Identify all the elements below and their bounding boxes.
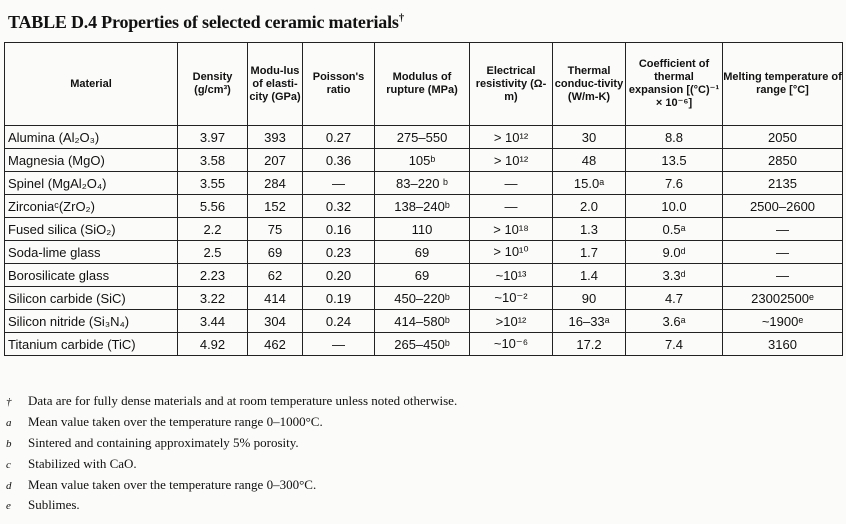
cell-modulus: 207 xyxy=(248,149,303,172)
footnote-text: Data are for fully dense materials and at room temperature unless noted otherwise. xyxy=(28,393,458,408)
table-body xyxy=(5,126,843,356)
cell-poisson: — xyxy=(303,172,375,195)
footnote-mark: † xyxy=(6,396,12,408)
cell-poisson: 0.27 xyxy=(303,126,375,149)
cell-poisson: 0.20 xyxy=(303,264,375,287)
cell-material: Magnesia (MgO) xyxy=(5,149,178,172)
table-title xyxy=(8,12,404,33)
cell-density: 3.58 xyxy=(178,149,248,172)
cell-resistivity: ~10⁻⁶ xyxy=(470,333,553,356)
cell-material: Silicon carbide (SiC) xyxy=(5,287,178,310)
table-row xyxy=(5,172,843,195)
cell-rupture: 69 xyxy=(375,241,470,264)
footnote-mark: d xyxy=(6,480,12,492)
cell-poisson: 0.16 xyxy=(303,218,375,241)
table-row xyxy=(5,310,843,333)
cell-rupture: 69 xyxy=(375,264,470,287)
table-row xyxy=(5,149,843,172)
table-row xyxy=(5,218,843,241)
cell-material: Alumina (Al₂O₃) xyxy=(5,126,178,149)
cell-conductivity: 17.2 xyxy=(553,333,626,356)
cell-density: 2.5 xyxy=(178,241,248,264)
table-title-text: TABLE D.4 Properties of selected ceramic materials xyxy=(8,12,399,32)
cell-poisson: 0.32 xyxy=(303,195,375,218)
cell-material: Spinel (MgAl₂O₄) xyxy=(5,172,178,195)
footnote xyxy=(6,414,323,430)
cell-expansion: 7.6 xyxy=(626,172,723,195)
cell-conductivity: 15.0ᵃ xyxy=(553,172,626,195)
footnote-text: Mean value taken over the temperature range 0–1000°C. xyxy=(28,414,323,429)
cell-resistivity: > 10¹² xyxy=(470,126,553,149)
cell-modulus: 69 xyxy=(248,241,303,264)
footnote-text: Sintered and containing approximately 5% porosity. xyxy=(28,435,299,450)
cell-poisson: 0.24 xyxy=(303,310,375,333)
cell-material: Zirconiaᶜ(ZrO₂) xyxy=(5,195,178,218)
footnote-mark: b xyxy=(6,438,12,450)
footnote-text: Stabilized with CaO. xyxy=(28,456,137,471)
table-row xyxy=(5,264,843,287)
cell-melting: 2135 xyxy=(723,172,843,195)
cell-material: Titanium carbide (TiC) xyxy=(5,333,178,356)
cell-density: 3.97 xyxy=(178,126,248,149)
cell-density: 3.44 xyxy=(178,310,248,333)
cell-material: Fused silica (SiO₂) xyxy=(5,218,178,241)
cell-expansion: 9.0ᵈ xyxy=(626,241,723,264)
cell-melting: 2500–2600 xyxy=(723,195,843,218)
cell-modulus: 393 xyxy=(248,126,303,149)
footnote-mark: c xyxy=(6,459,11,471)
header-row xyxy=(5,43,843,126)
table-row xyxy=(5,241,843,264)
cell-melting: ~1900ᵉ xyxy=(723,310,843,333)
cell-material: Borosilicate glass xyxy=(5,264,178,287)
cell-conductivity: 1.4 xyxy=(553,264,626,287)
cell-resistivity: > 10¹⁰ xyxy=(470,241,553,264)
header-resistivity: Electrical resistivity (Ω-m) xyxy=(470,43,553,126)
cell-conductivity: 2.0 xyxy=(553,195,626,218)
cell-conductivity: 90 xyxy=(553,287,626,310)
cell-melting: 3160 xyxy=(723,333,843,356)
footnote xyxy=(6,435,299,451)
cell-melting: — xyxy=(723,218,843,241)
cell-expansion: 10.0 xyxy=(626,195,723,218)
footnote-text: Mean value taken over the temperature range 0–300°C. xyxy=(28,477,317,492)
cell-conductivity: 1.7 xyxy=(553,241,626,264)
cell-density: 2.23 xyxy=(178,264,248,287)
cell-density: 5.56 xyxy=(178,195,248,218)
cell-poisson: 0.23 xyxy=(303,241,375,264)
cell-density: 2.2 xyxy=(178,218,248,241)
cell-density: 3.55 xyxy=(178,172,248,195)
cell-poisson: — xyxy=(303,333,375,356)
cell-modulus: 152 xyxy=(248,195,303,218)
footnote xyxy=(6,497,80,513)
cell-expansion: 8.8 xyxy=(626,126,723,149)
cell-rupture: 105ᵇ xyxy=(375,149,470,172)
properties-table xyxy=(4,42,843,356)
footnote xyxy=(6,393,457,409)
cell-melting: — xyxy=(723,264,843,287)
cell-resistivity: ~10⁻² xyxy=(470,287,553,310)
cell-rupture: 138–240ᵇ xyxy=(375,195,470,218)
footnote xyxy=(6,477,316,493)
cell-density: 4.92 xyxy=(178,333,248,356)
header-expansion: Coefficient of thermal expansion [(°C)⁻¹ × 10⁻⁶] xyxy=(626,43,723,126)
cell-resistivity: ~10¹³ xyxy=(470,264,553,287)
table-row xyxy=(5,287,843,310)
cell-conductivity: 1.3 xyxy=(553,218,626,241)
header-conductivity: Thermal conduc-tivity (W/m-K) xyxy=(553,43,626,126)
cell-poisson: 0.36 xyxy=(303,149,375,172)
cell-expansion: 3.3ᵈ xyxy=(626,264,723,287)
cell-melting: 2050 xyxy=(723,126,843,149)
cell-rupture: 83–220 ᵇ xyxy=(375,172,470,195)
cell-rupture: 110 xyxy=(375,218,470,241)
cell-expansion: 0.5ᵃ xyxy=(626,218,723,241)
cell-conductivity: 48 xyxy=(553,149,626,172)
cell-conductivity: 30 xyxy=(553,126,626,149)
title-footnote-mark: † xyxy=(398,12,405,24)
table-row xyxy=(5,195,843,218)
cell-conductivity: 16–33ᵃ xyxy=(553,310,626,333)
table-row xyxy=(5,126,843,149)
header-poisson: Poisson's ratio xyxy=(303,43,375,126)
cell-melting: 2850 xyxy=(723,149,843,172)
cell-resistivity: >10¹² xyxy=(470,310,553,333)
header-density: Density (g/cm³) xyxy=(178,43,248,126)
cell-modulus: 62 xyxy=(248,264,303,287)
cell-melting: — xyxy=(723,241,843,264)
header-material: Material xyxy=(5,43,178,126)
cell-rupture: 275–550 xyxy=(375,126,470,149)
cell-expansion: 7.4 xyxy=(626,333,723,356)
cell-rupture: 414–580ᵇ xyxy=(375,310,470,333)
cell-modulus: 414 xyxy=(248,287,303,310)
cell-modulus: 284 xyxy=(248,172,303,195)
cell-density: 3.22 xyxy=(178,287,248,310)
cell-melting: 23002500ᵉ xyxy=(723,287,843,310)
header-modulus: Modu-lus of elasti-city (GPa) xyxy=(248,43,303,126)
header-rupture: Modulus of rupture (MPa) xyxy=(375,43,470,126)
cell-expansion: 4.7 xyxy=(626,287,723,310)
cell-resistivity: > 10¹⁸ xyxy=(470,218,553,241)
footnote-text: Sublimes. xyxy=(28,497,80,512)
cell-poisson: 0.19 xyxy=(303,287,375,310)
cell-expansion: 3.6ᵃ xyxy=(626,310,723,333)
cell-rupture: 450–220ᵇ xyxy=(375,287,470,310)
footnote-mark: a xyxy=(6,417,12,429)
cell-rupture: 265–450ᵇ xyxy=(375,333,470,356)
footnote xyxy=(6,456,137,472)
cell-resistivity: — xyxy=(470,195,553,218)
cell-material: Silicon nitride (Si₃N₄) xyxy=(5,310,178,333)
footnote-mark: e xyxy=(6,500,11,512)
cell-modulus: 462 xyxy=(248,333,303,356)
cell-resistivity: > 10¹² xyxy=(470,149,553,172)
header-melting: Melting temperature of range [°C] xyxy=(723,43,843,126)
cell-modulus: 75 xyxy=(248,218,303,241)
table-row xyxy=(5,333,843,356)
cell-material: Soda-lime glass xyxy=(5,241,178,264)
cell-resistivity: — xyxy=(470,172,553,195)
cell-expansion: 13.5 xyxy=(626,149,723,172)
cell-modulus: 304 xyxy=(248,310,303,333)
